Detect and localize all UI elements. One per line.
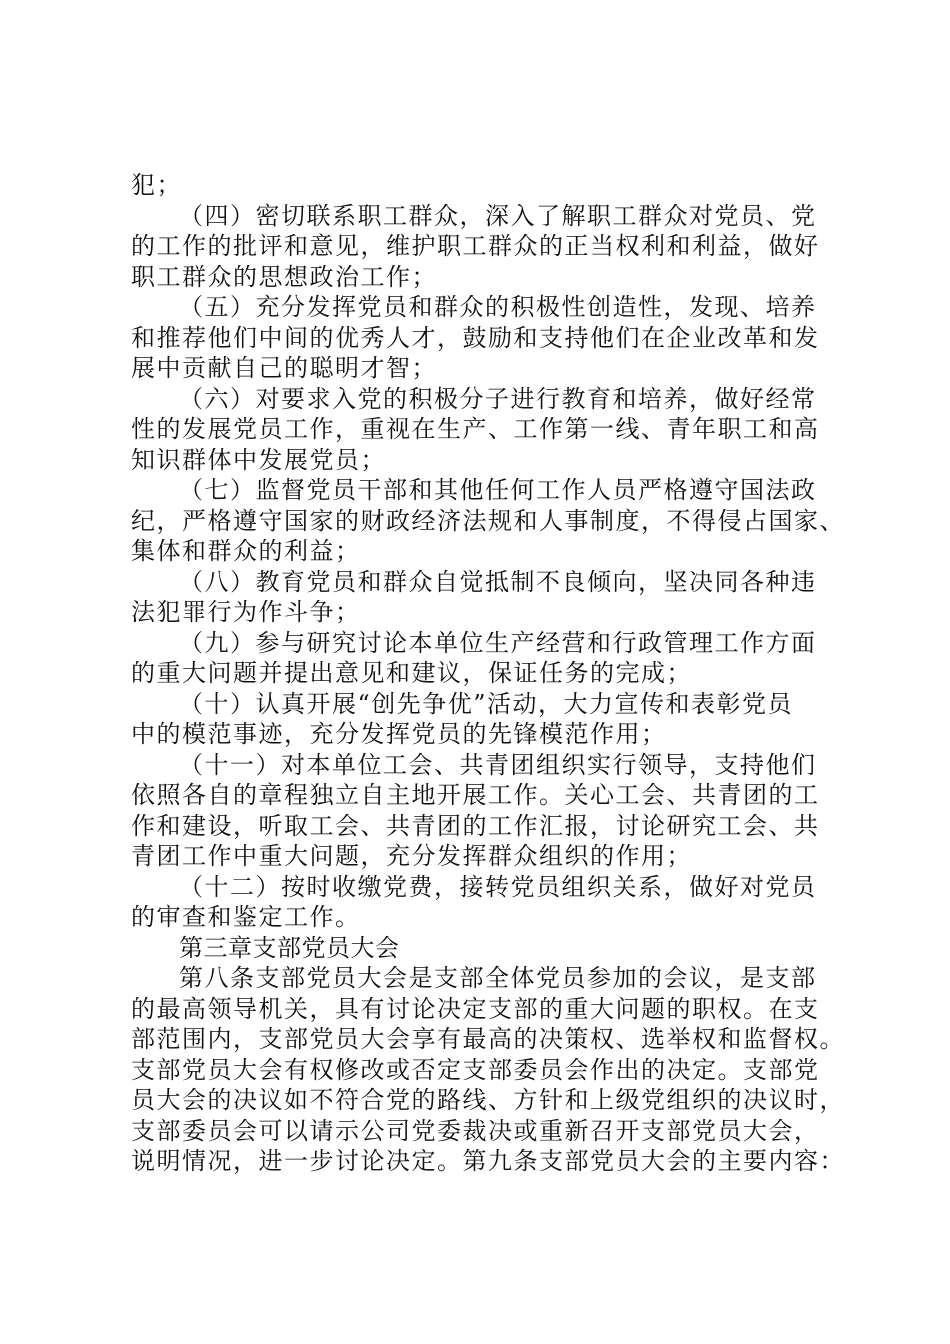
text-line: 纪，严格遵守国家的财政经济法规和人事制度，不得侵占国家、	[131, 506, 845, 535]
text-line: 第八条支部党员大会是支部全体党员参加的会议，是支部	[179, 964, 817, 992]
text-line: 说明情况，进一步讨论决定。第九条支部党员大会的主要内容：	[131, 1147, 845, 1175]
text-line: 支部委员会可以请示公司党委裁决或重新召开支部党员大会，	[131, 1116, 820, 1145]
text-line: 犯；	[131, 171, 182, 199]
text-line: 依照各自的章程独立自主地开展工作。关心工会、共青团的工	[131, 781, 820, 809]
text-line: （六）对要求入党的积极分子进行教育和培养，做好经常	[179, 384, 817, 413]
text-line: （九）参与研究讨论本单位生产经营和行政管理工作方面	[179, 628, 817, 657]
text-line: （五）充分发挥党员和群众的积极性创造性，发现、培养	[179, 293, 817, 321]
text-line: （四）密切联系职工群众，深入了解职工群众对党员、党	[179, 201, 817, 230]
text-line: 的工作的批评和意见，维护职工群众的正当权利和利益，做好	[131, 232, 820, 260]
text-line: 员大会的决议如不符合党的路线、方针和上级党组织的决议时，	[131, 1086, 845, 1114]
text-line: 职工群众的思想政治工作；	[131, 262, 437, 291]
text-line: （十二）按时收缴党费，接转党员组织关系，做好对党员	[179, 872, 817, 901]
text-line: 展中贡献自己的聪明才智；	[131, 354, 437, 382]
text-line: （八）教育党员和群众自觉抵制不良倾向，坚决同各种违	[179, 567, 817, 596]
text-line: 集体和群众的利益；	[131, 537, 361, 565]
text-line: 和推荐他们中间的优秀人才，鼓励和支持他们在企业改革和发	[131, 323, 820, 352]
text-line: 知识群体中发展党员；	[131, 445, 386, 474]
text-line: 作和建设，听取工会、共青团的工作汇报，讨论研究工会、共	[131, 811, 820, 840]
chapter-heading: 第三章支部党员大会	[179, 933, 400, 962]
text-line: 支部党员大会有权修改或否定支部委员会作出的决定。支部党	[131, 1055, 820, 1084]
text-line: 中的模范事迹，充分发挥党员的先锋模范作用；	[131, 720, 667, 748]
document-page	[131, 170, 851, 1177]
text-line: 青团工作中重大问题，充分发挥群众组织的作用；	[131, 842, 692, 870]
text-line: 的最高领导机关，具有讨论决定支部的重大问题的职权。在支	[131, 994, 820, 1023]
text-line: （七）监督党员干部和其他任何工作人员严格遵守国法政	[179, 476, 817, 504]
text-line: 的重大问题并提出意见和建议，保证任务的完成；	[131, 659, 692, 687]
text-line: 性的发展党员工作，重视在生产、工作第一线、青年职工和高	[131, 415, 820, 443]
text-line: （十）认真开展“创先争优”活动，大力宣传和表彰党员	[179, 689, 794, 718]
text-line: 法犯罪行为作斗争；	[131, 598, 361, 626]
text-line: （十一）对本单位工会、共青团组织实行领导，支持他们	[179, 750, 817, 779]
text-line: 部范围内，支部党员大会享有最高的决策权、选举权和监督权。	[131, 1025, 845, 1053]
text-line: 的审查和鉴定工作。	[131, 903, 361, 931]
